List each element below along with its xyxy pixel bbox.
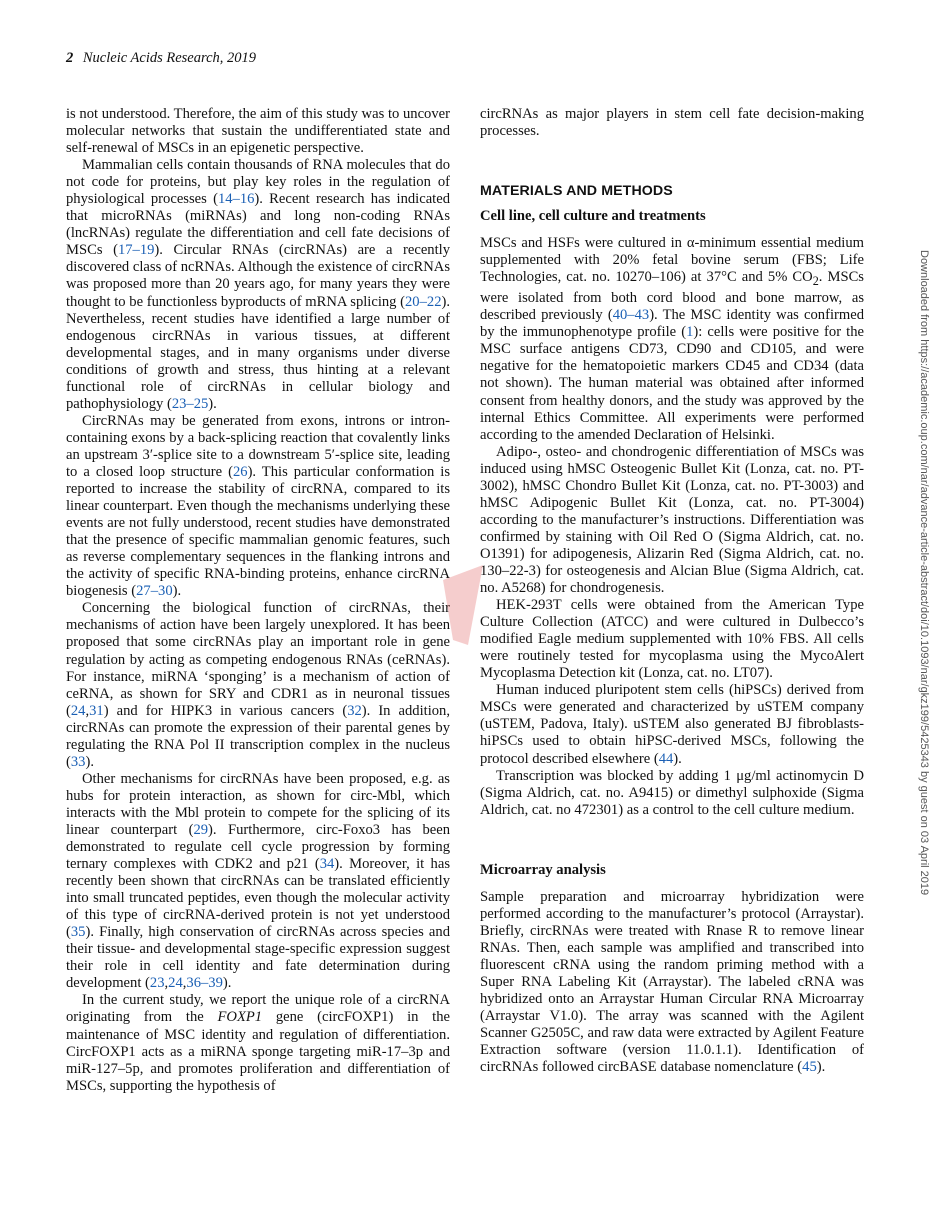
citation-link[interactable]: 44 <box>658 750 674 767</box>
citation-link[interactable]: 14–16 <box>217 191 255 208</box>
citation-link[interactable]: 32 <box>347 702 362 719</box>
download-notice: Downloaded from https://academic.oup.com/nar/advance-article-abstract/doi/10.1093/nar/gkz199/5425343 by guest on 03 April 2019 <box>918 250 930 896</box>
citation-link[interactable]: 33 <box>70 753 86 770</box>
citation-link[interactable]: 23 <box>149 975 165 992</box>
paragraph: Concerning the biological function of circRNAs, their mechanisms of action have been largely unexplored. It has been proposed that some circRNAs play an important role in gene regulation by acting as competing endogenous RNAs (ceRNAs). For instance, miRNA ‘sponging’ is a mechanism of action of ceRNA, as shown for SRY and CDR1 as in neuronal tissues (24,31) and for HIPK3 in various cancers (32). In addition, circRNAs can promote the expression of their parental genes by regulating the RNA Pol II transcription complex in the nucleus (33). <box>66 600 450 770</box>
citation-link[interactable]: 31 <box>89 702 104 719</box>
gene-name: FOXP1 <box>217 1009 263 1026</box>
citation-link[interactable]: 24 <box>70 702 86 719</box>
running-header <box>66 50 256 67</box>
paragraph: CircRNAs may be generated from exons, introns or intron-containing exons by a back-splicing reaction that covalently links an upstream 3′-splice site to a downstream 5′-splice site, leading to a closed loop structure (26). This particular conformation is reported to increase the stability of circRNA, compared to its linear counterpart. Even though the mechanisms underlying these events are not fully understood, recent studies have demonstrated that the presence of specific mammalian genomic features, such as reverse complementary sequences in the flanking introns and the activity of specific RNA-binding proteins, enhance circRNA biogenesis (27–30). <box>66 412 451 600</box>
subsection-title: Cell line, cell culture and treatments <box>480 208 706 225</box>
paragraph: Transcription was blocked by adding 1 μg/ml actinomycin D (Sigma Aldrich, cat. no. A9415) or dimethyl sulphoxide (Sigma Aldrich, cat. no 472301) as a control to the cell culture medium. <box>480 767 864 818</box>
citation-link[interactable]: 23–25 <box>171 395 209 412</box>
citation-link[interactable]: 35 <box>70 924 86 941</box>
paragraph: HEK-293T cells were obtained from the American Type Culture Collection (ATCC) and were cultured in Dulbecco’s modified Eagle medium supplemented with 10% FBS. All cells were routinely tested for mycoplasma using the MycoAlert Mycoplasma Detection kit (Lonza, cat. no. LT07). <box>480 597 864 682</box>
paragraph: In the current study, we report the unique role of a circRNA originating from the FOXP1 gene (circFOXP1) in the maintenance of MSC identity and regulation of differentiation. CircFOXP1 acts as a miRNA sponge targeting miR-17–3p and miR-127–5p, and promotes proliferation and differentiation of MSCs, supporting the hypothesis of <box>66 992 450 1094</box>
citation-link[interactable]: 20–22 <box>405 293 442 310</box>
paragraph: Other mechanisms for circRNAs have been proposed, e.g. as hubs for protein interaction, as shown for circ-Mbl, which interacts with the Mbl protein to compete for the splicing of its linear counterpart (29). Furthermore, circ-Foxo3 has been demonstrated to regulate cell cycle progression by forming ternary complexes with CDK2 and p21 (34). Moreover, it has recently been shown that circRNAs can be translated efficiently into small truncated peptides, even though the molecular activity of this type of circRNA-derived protein is not yet understood (35). Finally, high conservation of circRNAs across species and their tissue- and developmental stage-specific expression suggest their role in cell identity and fate determination during development (23,24,36–39). <box>66 770 451 992</box>
page-number: 2 <box>66 50 74 66</box>
paragraph: Mammalian cells contain thousands of RNA molecules that do not code for proteins, but play key roles in the regulation of physiological processes (14–16). Recent research has indicated that microRNAs (miRNAs) and long non-coding RNAs (lncRNAs) regulate the differentiation and cell fate decisions of MSCs (17–19). Circular RNAs (circRNAs) are a recently discovered class of ncRNAs. Although the existence of circRNAs was proposed more than 20 years ago, for many years they were thought to be functionless byproducts of mRNA splicing (20–22). Nevertheless, recent studies have identified a large number of endogenous circRNAs in various tissues, at different developmental stages, and in many organisms under diverse conditions of growth and stress, thus hinting at a relevant functional role of circRNAs in cellular biology and pathophysiology (23–25). <box>66 157 451 412</box>
citation-link[interactable]: 34 <box>319 856 335 873</box>
paragraph: MSCs and HSFs were cultured in α-minimum essential medium supplemented with 20% fetal bovine serum (FBS; Life Technologies, cat. no. 10270–106) at 37°C and 5% $CO_2$. MSCs were isolated from both cord blood and bone marrow, as described previously (40–43). The MSC identity was confirmed by the immunophenotype profile (1): cells were positive for the MSC surface antigens CD73, CD90 and CD105, and were negative for the hematopoietic markers CD45 and CD34 (data not shown). The human material was obtained after informed consent from healthy donors, and the study was approved by the internal Ethics Committee. All experiments were performed according to the amended Declaration of Helsinki. <box>480 235 865 443</box>
paragraph: is not understood. Therefore, the aim of this study was to uncover molecular networks that sustain the undifferentiated state and self-renewal of MSCs in an epigenetic perspective. <box>66 106 450 157</box>
citation-link[interactable]: 24 <box>168 975 183 992</box>
left-column <box>66 106 450 1095</box>
paragraph: Adipo-, osteo- and chondrogenic differentiation of MSCs was induced using hMSC Osteogenic Bullet Kit (Lonza, cat. no. PT-3002), hMSC Chondro Bullet Kit (Lonza, cat. no. PT-3003) and hMSC Adipogenic Bullet Kit (Lonza, cat. no. PT-3004) according to the manufacturer’s instructions. Differentiation was confirmed by staining with Oil Red O (Sigma Aldrich, cat. no. O1391) for adipogenesis, Alizarin Red (Sigma Aldrich, cat. no. 130–22-3) for osteogenesis and Alcian Blue (Sigma Aldrich, cat. no. A5268) for chondrogenesis. <box>480 443 864 597</box>
citation-link[interactable]: 1 <box>686 324 694 341</box>
watermark-logo <box>433 560 493 650</box>
citation-link[interactable]: 27–30 <box>136 583 173 600</box>
paragraph: Human induced pluripotent stem cells (hiPSCs) derived from MSCs were generated and characterized by uSTEM company (uSTEM, Padova, Italy). uSTEM also generated BJ fibroblasts-hiPSCs used to obtain hiPSC-derived MSCs, following the protocol described elsewhere (44). <box>480 682 864 767</box>
journal-title: Nucleic Acids Research, 2019 <box>82 50 257 66</box>
section-title: MATERIALS AND METHODS <box>480 183 673 200</box>
citation-link[interactable]: 26 <box>232 463 248 480</box>
citation-link[interactable]: 45 <box>802 1059 817 1076</box>
right-column <box>480 106 864 1076</box>
paragraph: circRNAs as major players in stem cell fate decision-making processes. <box>480 106 864 140</box>
subsection-title: Microarray analysis <box>480 861 606 878</box>
citation-link[interactable]: 40–43 <box>612 307 650 324</box>
paragraph: Sample preparation and microarray hybridization were performed according to the manufacturer’s protocol (Arraystar). Briefly, circRNAs were treated with Rnase R to remove linear RNAs. Then, each sample was amplified and transcribed into fluorescent cRNA using the random priming method with a Super RNA Labeling Kit (Arraystar). The labeled cRNA was hybridized onto an Arraystar Human Circular RNA Microarray (Arraystar V1.0). The array was scanned with the Agilent Scanner G2505C, and raw data were extracted by Agilent Feature Extraction software (version 11.0.1.1). Identification of circRNAs followed circBASE database nomenclature (45). <box>480 888 864 1076</box>
citation-link[interactable]: 29 <box>193 821 209 838</box>
citation-link[interactable]: 36–39 <box>186 975 223 992</box>
citation-link[interactable]: 17–19 <box>117 242 155 259</box>
